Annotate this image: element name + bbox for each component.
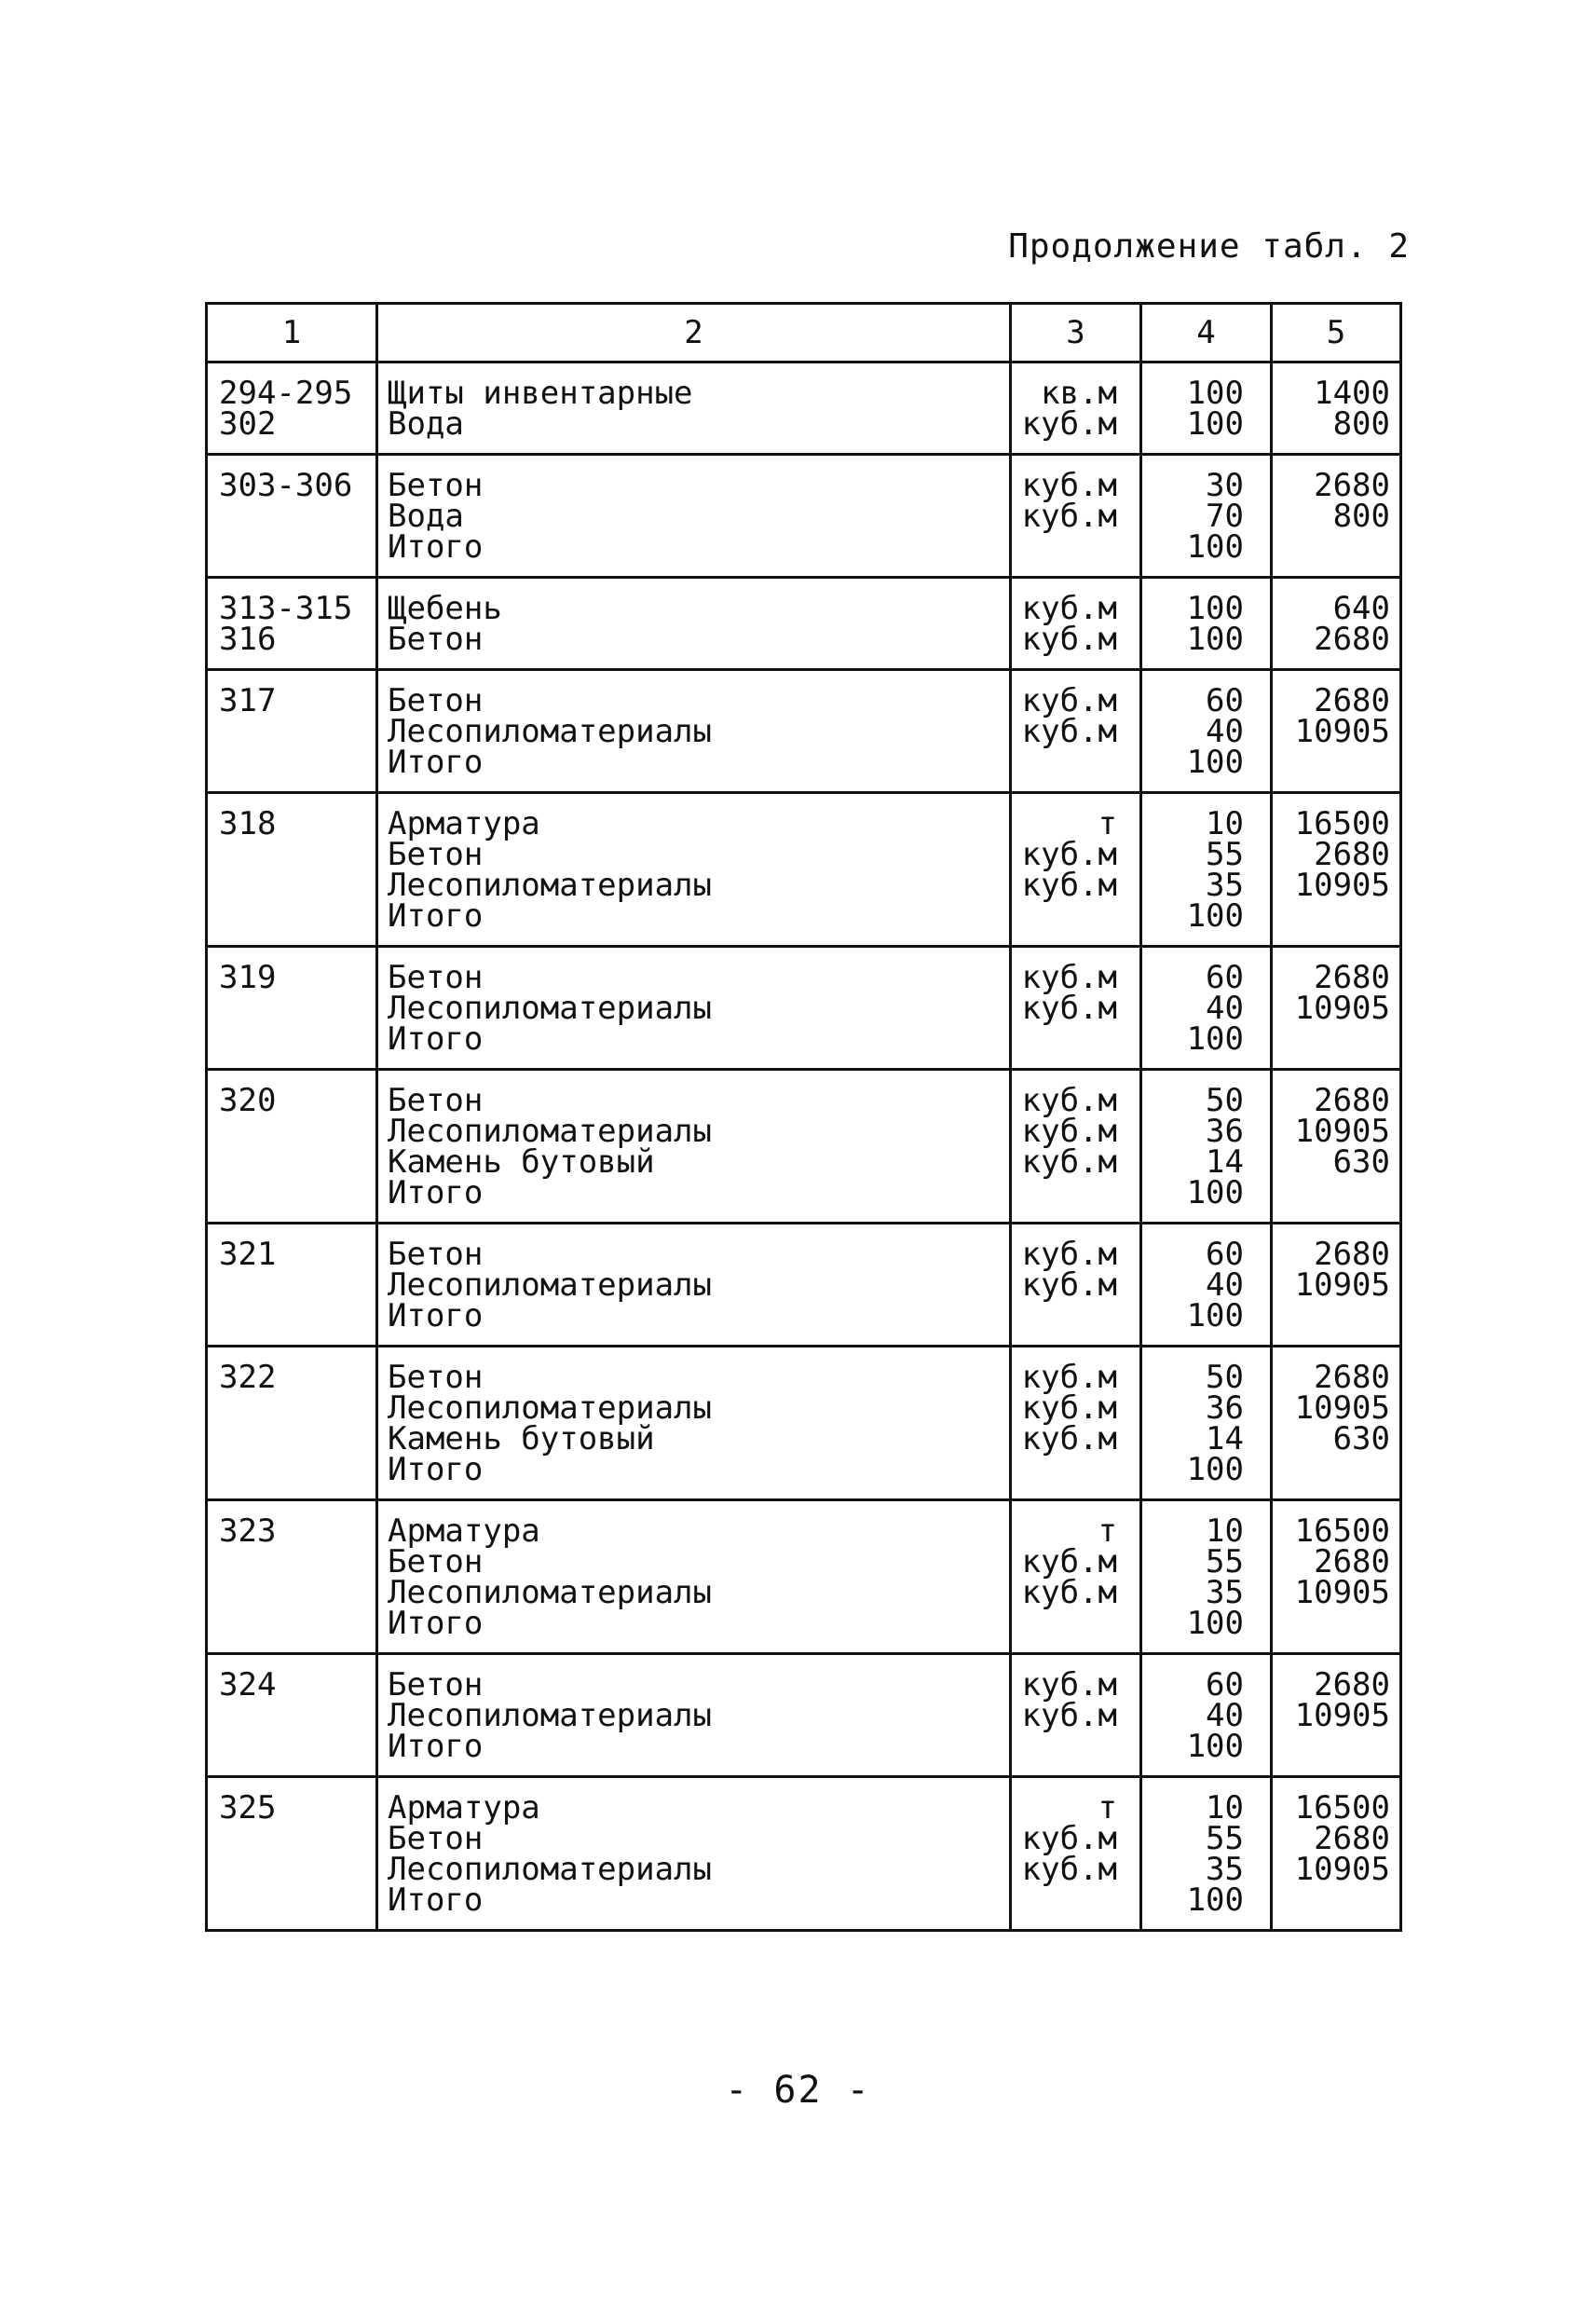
- code-cell: [207, 1070, 377, 1224]
- code-line: 319: [219, 959, 277, 996]
- unit-line: куб.м: [1021, 1113, 1117, 1150]
- item-line: Бетон: [388, 467, 484, 504]
- page-number: - 62 -: [725, 2069, 871, 2112]
- qty-line: 30: [1206, 467, 1244, 504]
- unit-line: т: [1098, 1512, 1117, 1550]
- code-line: 324: [219, 1666, 277, 1703]
- code-line: 325: [219, 1789, 277, 1826]
- qty-line: 100: [1186, 590, 1244, 627]
- price-line: 10905: [1294, 1389, 1390, 1427]
- price-cell: [1272, 578, 1401, 670]
- qty-line: 14: [1206, 1420, 1244, 1457]
- unit-cell: [1011, 1654, 1141, 1777]
- qty-line: 36: [1206, 1389, 1244, 1427]
- item-cell: [377, 1224, 1011, 1347]
- qty-line: 100: [1186, 744, 1244, 781]
- code-line: 302: [219, 405, 277, 443]
- item-line: Бетон: [388, 1543, 484, 1580]
- table-row: [207, 1500, 1401, 1654]
- table-row: [207, 1224, 1401, 1347]
- qty-cell: [1141, 1224, 1272, 1347]
- item-cell: [377, 793, 1011, 947]
- price-line: 2680: [1314, 621, 1390, 658]
- price-line: 2680: [1314, 1082, 1390, 1119]
- price-cell: [1272, 1224, 1401, 1347]
- table-row: [207, 363, 1401, 455]
- item-cell: [377, 1500, 1011, 1654]
- item-line: Арматура: [388, 1789, 540, 1826]
- unit-line: куб.м: [1021, 1574, 1117, 1611]
- item-line: Вода: [388, 498, 464, 535]
- table-row: [207, 1777, 1401, 1931]
- item-cell: [377, 363, 1011, 455]
- qty-line: 10: [1206, 1789, 1244, 1826]
- price-line: 16500: [1294, 805, 1390, 842]
- unit-line: куб.м: [1021, 1359, 1117, 1396]
- table-row: [207, 1347, 1401, 1500]
- qty-line: 60: [1206, 1666, 1244, 1703]
- code-cell: [207, 793, 377, 947]
- qty-line: 100: [1186, 1297, 1244, 1334]
- item-line: Бетон: [388, 959, 484, 996]
- code-cell: [207, 947, 377, 1070]
- price-line: 2680: [1314, 1236, 1390, 1273]
- header-row: [207, 304, 1401, 363]
- price-cell: [1272, 1070, 1401, 1224]
- qty-line: 100: [1186, 405, 1244, 443]
- qty-cell: [1141, 363, 1272, 455]
- qty-cell: [1141, 1500, 1272, 1654]
- price-cell: [1272, 670, 1401, 793]
- qty-line: 100: [1186, 1881, 1244, 1919]
- price-line: 2680: [1314, 836, 1390, 873]
- qty-cell: [1141, 1347, 1272, 1500]
- code-line: 316: [219, 621, 277, 658]
- item-line: Лесопиломатериалы: [388, 713, 712, 750]
- qty-line: 55: [1206, 1820, 1244, 1857]
- item-line: Арматура: [388, 805, 540, 842]
- unit-line: куб.м: [1021, 1543, 1117, 1580]
- unit-line: куб.м: [1021, 1236, 1117, 1273]
- code-cell: [207, 670, 377, 793]
- price-line: 2680: [1314, 1359, 1390, 1396]
- price-line: 1400: [1314, 375, 1390, 412]
- item-line: Лесопиломатериалы: [388, 1266, 712, 1304]
- qty-line: 100: [1186, 528, 1244, 566]
- price-line: 630: [1332, 1143, 1390, 1181]
- item-line: Бетон: [388, 1236, 484, 1273]
- price-cell: [1272, 793, 1401, 947]
- price-line: 630: [1332, 1420, 1390, 1457]
- item-line: Вода: [388, 405, 464, 443]
- item-line: Итого: [388, 1297, 484, 1334]
- qty-line: 40: [1206, 713, 1244, 750]
- price-line: 10905: [1294, 1574, 1390, 1611]
- qty-line: 100: [1186, 1020, 1244, 1058]
- unit-cell: [1011, 1070, 1141, 1224]
- qty-line: 50: [1206, 1082, 1244, 1119]
- qty-line: 10: [1206, 805, 1244, 842]
- price-cell: [1272, 363, 1401, 455]
- qty-cell: [1141, 793, 1272, 947]
- item-cell: [377, 670, 1011, 793]
- item-line: Итого: [388, 1451, 484, 1488]
- price-cell: [1272, 1777, 1401, 1931]
- code-line: 313-315: [219, 590, 353, 627]
- price-line: 10905: [1294, 1697, 1390, 1734]
- qty-line: 55: [1206, 1543, 1244, 1580]
- item-cell: [377, 1777, 1011, 1931]
- price-cell: [1272, 947, 1401, 1070]
- unit-line: куб.м: [1021, 1266, 1117, 1304]
- price-line: 800: [1332, 405, 1390, 443]
- unit-line: куб.м: [1021, 467, 1117, 504]
- unit-cell: [1011, 1777, 1141, 1931]
- price-line: 10905: [1294, 990, 1390, 1027]
- qty-cell: [1141, 1777, 1272, 1931]
- unit-cell: [1011, 1500, 1141, 1654]
- item-line: Итого: [388, 1174, 484, 1211]
- code-line: 294-295: [219, 375, 353, 412]
- qty-line: 55: [1206, 836, 1244, 873]
- qty-line: 35: [1206, 867, 1244, 904]
- unit-line: куб.м: [1021, 405, 1117, 443]
- price-line: 16500: [1294, 1789, 1390, 1826]
- price-line: 10905: [1294, 867, 1390, 904]
- qty-line: 100: [1186, 1451, 1244, 1488]
- code-line: 323: [219, 1512, 277, 1550]
- price-line: 10905: [1294, 1113, 1390, 1150]
- column-header-2: 2: [377, 304, 1011, 363]
- item-line: Лесопиломатериалы: [388, 1389, 712, 1427]
- item-line: Бетон: [388, 621, 484, 658]
- table-row: [207, 455, 1401, 578]
- qty-line: 60: [1206, 682, 1244, 719]
- item-cell: [377, 1654, 1011, 1777]
- unit-cell: [1011, 1224, 1141, 1347]
- item-line: Бетон: [388, 1820, 484, 1857]
- qty-cell: [1141, 947, 1272, 1070]
- qty-cell: [1141, 670, 1272, 793]
- table-caption: Продолжение табл. 2: [1008, 227, 1410, 266]
- table-row: [207, 1654, 1401, 1777]
- qty-line: 36: [1206, 1113, 1244, 1150]
- price-cell: [1272, 455, 1401, 578]
- item-cell: [377, 578, 1011, 670]
- item-line: Бетон: [388, 682, 484, 719]
- unit-line: куб.м: [1021, 1082, 1117, 1119]
- item-cell: [377, 1347, 1011, 1500]
- price-cell: [1272, 1347, 1401, 1500]
- price-line: 640: [1332, 590, 1390, 627]
- item-line: Арматура: [388, 1512, 540, 1550]
- code-cell: [207, 1654, 377, 1777]
- qty-line: 100: [1186, 897, 1244, 935]
- price-line: 2680: [1314, 1820, 1390, 1857]
- unit-line: куб.м: [1021, 1389, 1117, 1427]
- qty-line: 60: [1206, 1236, 1244, 1273]
- column-header-5: 5: [1272, 304, 1401, 363]
- qty-cell: [1141, 455, 1272, 578]
- price-line: 2680: [1314, 1543, 1390, 1580]
- qty-line: 35: [1206, 1851, 1244, 1888]
- item-cell: [377, 1070, 1011, 1224]
- materials-table: [205, 302, 1402, 1932]
- qty-line: 10: [1206, 1512, 1244, 1550]
- unit-line: куб.м: [1021, 498, 1117, 535]
- table-row: [207, 578, 1401, 670]
- qty-line: 60: [1206, 959, 1244, 996]
- unit-line: куб.м: [1021, 621, 1117, 658]
- price-line: 10905: [1294, 713, 1390, 750]
- item-line: Лесопиломатериалы: [388, 990, 712, 1027]
- item-line: Итого: [388, 1881, 484, 1919]
- price-line: 2680: [1314, 1666, 1390, 1703]
- price-line: 10905: [1294, 1851, 1390, 1888]
- table-row: [207, 793, 1401, 947]
- item-line: Итого: [388, 1020, 484, 1058]
- item-cell: [377, 455, 1011, 578]
- unit-line: куб.м: [1021, 1143, 1117, 1181]
- qty-line: 100: [1186, 1728, 1244, 1765]
- code-cell: [207, 1347, 377, 1500]
- item-line: Лесопиломатериалы: [388, 1851, 712, 1888]
- unit-line: куб.м: [1021, 1820, 1117, 1857]
- item-line: Итого: [388, 1728, 484, 1765]
- item-line: Бетон: [388, 1082, 484, 1119]
- qty-line: 100: [1186, 1174, 1244, 1211]
- qty-line: 70: [1206, 498, 1244, 535]
- item-line: Итого: [388, 1605, 484, 1642]
- unit-cell: [1011, 1347, 1141, 1500]
- unit-cell: [1011, 578, 1141, 670]
- price-line: 2680: [1314, 959, 1390, 996]
- item-line: Бетон: [388, 1666, 484, 1703]
- item-line: Камень бутовый: [388, 1143, 655, 1181]
- item-line: Лесопиломатериалы: [388, 1113, 712, 1150]
- unit-line: куб.м: [1021, 713, 1117, 750]
- unit-cell: [1011, 670, 1141, 793]
- unit-line: куб.м: [1021, 1851, 1117, 1888]
- qty-line: 50: [1206, 1359, 1244, 1396]
- item-line: Итого: [388, 744, 484, 781]
- unit-cell: [1011, 455, 1141, 578]
- item-line: Бетон: [388, 836, 484, 873]
- unit-line: т: [1098, 1789, 1117, 1826]
- price-line: 16500: [1294, 1512, 1390, 1550]
- qty-line: 40: [1206, 990, 1244, 1027]
- qty-line: 100: [1186, 375, 1244, 412]
- unit-line: куб.м: [1021, 959, 1117, 996]
- code-line: 322: [219, 1359, 277, 1396]
- unit-line: куб.м: [1021, 1420, 1117, 1457]
- item-line: Щиты инвентарные: [388, 375, 693, 412]
- unit-line: куб.м: [1021, 682, 1117, 719]
- price-line: 2680: [1314, 682, 1390, 719]
- unit-line: куб.м: [1021, 1666, 1117, 1703]
- table-row: [207, 1070, 1401, 1224]
- column-header-3: 3: [1011, 304, 1141, 363]
- table-row: [207, 947, 1401, 1070]
- unit-cell: [1011, 947, 1141, 1070]
- code-line: 321: [219, 1236, 277, 1273]
- code-line: 303-306: [219, 467, 353, 504]
- item-line: Лесопиломатериалы: [388, 867, 712, 904]
- item-line: Лесопиломатериалы: [388, 1697, 712, 1734]
- code-line: 318: [219, 805, 277, 842]
- qty-line: 14: [1206, 1143, 1244, 1181]
- qty-line: 40: [1206, 1266, 1244, 1304]
- code-line: 317: [219, 682, 277, 719]
- unit-cell: [1011, 793, 1141, 947]
- price-line: 800: [1332, 498, 1390, 535]
- item-line: Щебень: [388, 590, 502, 627]
- item-line: Лесопиломатериалы: [388, 1574, 712, 1611]
- column-header-4: 4: [1141, 304, 1272, 363]
- item-line: Камень бутовый: [388, 1420, 655, 1457]
- price-line: 10905: [1294, 1266, 1390, 1304]
- item-cell: [377, 947, 1011, 1070]
- price-line: 2680: [1314, 467, 1390, 504]
- unit-line: куб.м: [1021, 867, 1117, 904]
- qty-cell: [1141, 1070, 1272, 1224]
- price-cell: [1272, 1654, 1401, 1777]
- item-line: Бетон: [388, 1359, 484, 1396]
- qty-cell: [1141, 578, 1272, 670]
- code-cell: [207, 455, 377, 578]
- qty-line: 35: [1206, 1574, 1244, 1611]
- code-cell: [207, 363, 377, 455]
- code-line: 320: [219, 1082, 277, 1119]
- unit-line: кв.м: [1041, 375, 1117, 412]
- qty-line: 100: [1186, 1605, 1244, 1642]
- unit-line: т: [1098, 805, 1117, 842]
- price-cell: [1272, 1500, 1401, 1654]
- unit-line: куб.м: [1021, 990, 1117, 1027]
- qty-line: 100: [1186, 621, 1244, 658]
- unit-line: куб.м: [1021, 1697, 1117, 1734]
- table-body: [207, 363, 1401, 1931]
- column-header-1: 1: [207, 304, 377, 363]
- item-line: Итого: [388, 897, 484, 935]
- unit-cell: [1011, 363, 1141, 455]
- item-line: Итого: [388, 528, 484, 566]
- table-row: [207, 670, 1401, 793]
- qty-line: 40: [1206, 1697, 1244, 1734]
- unit-line: куб.м: [1021, 590, 1117, 627]
- unit-line: куб.м: [1021, 836, 1117, 873]
- qty-cell: [1141, 1654, 1272, 1777]
- code-cell: [207, 1224, 377, 1347]
- code-cell: [207, 1500, 377, 1654]
- code-cell: [207, 578, 377, 670]
- code-cell: [207, 1777, 377, 1931]
